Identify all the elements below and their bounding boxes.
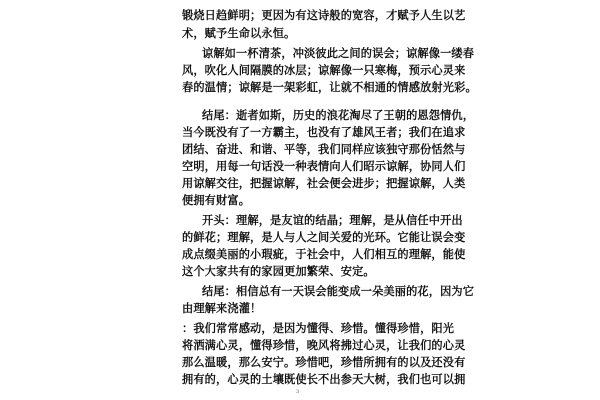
text-line: 谅解如一杯清茶，冲淡彼此之间的误会；谅解像一缕春 (202, 46, 475, 60)
text-line: 风，吹化人间隔膜的冰层；谅解像一只寒梅，预示心灵来 (182, 63, 466, 77)
text-line: 那么温暖，那么安宁。珍惜吧，珍惜所拥有的以及还没有 (182, 355, 466, 369)
text-line: 由理解来浇灌！ (182, 301, 262, 315)
text-line: 用谅解交往，把握谅解，社会便会进步；把握谅解，人类 (182, 176, 466, 190)
text-line: ：我们常常感动，是因为懂得、珍惜。懂得珍惜，阳光 (182, 321, 455, 335)
page-number: 3 (296, 389, 300, 395)
text-line: 成点缀美丽的小瑕疵，于社会中，人们相互的理解，能使 (182, 247, 466, 261)
text-line: 的鲜花；理解，是人与人之间关爱的光环。它能让误会变 (182, 230, 466, 244)
text-line: 术，赋予生命以永恒。 (182, 26, 296, 40)
text-line: 春的温情；谅解是一架彩虹，让就不相通的情感放射光彩。 (182, 80, 477, 94)
text-line: 拥有的，心灵的土壤既使长不出参天大树，我们也可以拥 (182, 372, 466, 386)
text-line: 结尾：相信总有一天误会能变成一朵美丽的花，因为它 (202, 284, 475, 298)
text-line: 将洒满心灵，懂得珍惜，晚风将拂过心灵，让我们的心灵 (182, 338, 466, 352)
text-line: 开头：理解，是友谊的结晶；理解，是从信任中开出 (202, 213, 463, 227)
text-line: 团结、奋进、和谐、平等，我们同样应该独守那份恬然与 (182, 142, 466, 156)
text-line: 锻烧日趋鲜明；更因为有这诗般的宽容，才赋予人生以艺 (182, 8, 466, 22)
text-line: 这个大家共有的家园更加繁荣、安定。 (182, 264, 375, 278)
text-line: 便拥有财富。 (182, 193, 251, 207)
text-line: 结尾：逝者如斯，历史的浪花淘尽了王朝的恩怨情仇， (202, 108, 475, 122)
text-line: 空明，用每一句话没一种表情向人们昭示谅解，协同人们 (182, 159, 466, 173)
text-line: 当今既没有了一方霸主，也没有了雄风王者；我们在追求 (182, 125, 466, 139)
